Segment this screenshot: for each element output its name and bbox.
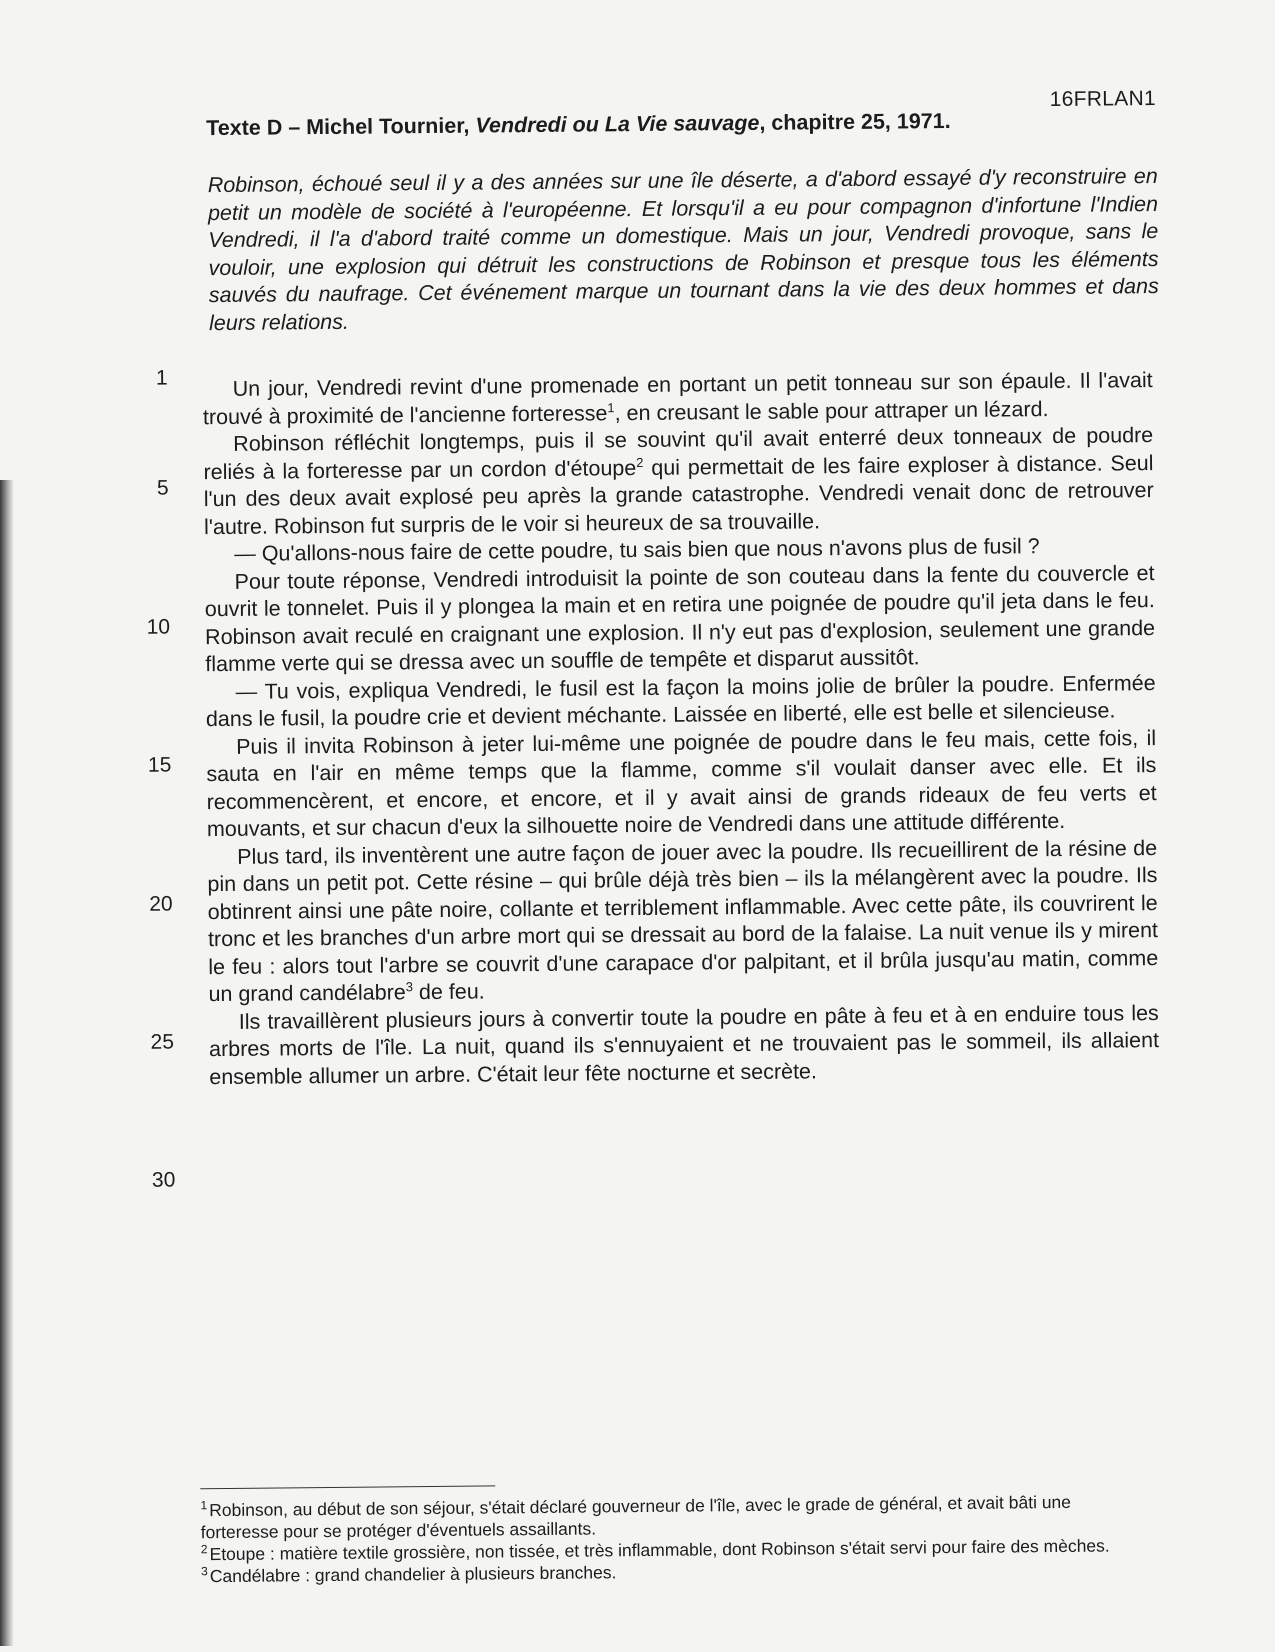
footnote-text: Robinson, au début de son séjour, s'était déclaré gouverneur de l'île, avec le grade de général, et avait bâti une forteresse pour se protéger d'éventuels assaillants.	[200, 1491, 1072, 1543]
paragraph-8: Ils travaillèrent plusieurs jours à convertir toute la poudre en pâte à feu et à en enduire tous les arbres morts de l'île. La nuit, quand ils s'ennuyaient et ne trouvaient pas le sommeil, ils allaient ensemble allumer un arbre. C'était leur fête nocturne et secrète.	[208, 1000, 1160, 1089]
footnote-text: Etoupe : matière textile grossière, non tissée, et très inflammable, dont Robinson s'était servi pour faire des mèches.	[209, 1535, 1110, 1565]
paragraph-7	[207, 835, 1159, 1009]
paragraph-3: — Qu'allons-nous faire de cette poudre, tu sais bien que nous n'avons plus de fusil ?	[234, 534, 1040, 566]
footnote-number: 1	[200, 1498, 208, 1513]
text-title	[206, 109, 951, 141]
line-number: 25	[150, 1030, 175, 1054]
title-suffix: , chapitre 25, 1971.	[759, 109, 951, 135]
line-number: 1	[155, 366, 168, 390]
footnote-text: Candélabre : grand chandelier à plusieurs branches.	[209, 1562, 617, 1587]
footnote-ref: 1	[607, 399, 615, 415]
title-work: Vendredi ou La Vie sauvage	[475, 110, 760, 138]
paragraph-text: Plus tard, ils inventèrent une autre façon de jouer avec la poudre. Ils recueillirent de la résine de pin dans un petit pot. Cette résine – qui brûle déjà très bien – ils la mélangèrent avec la poudre. Ils obtinrent ainsi une pâte noire, collante et terriblement inflammable. Avec cette pâte, ils couvrirent le tronc et les branches d'un arbre mort qui se dressait au bord de la falaise. La nuit venue ils y mirent le feu : alors tout l'arbre se couvrit d'une carapace d'or palpitant, et il brûla jusqu'au matin, comme un grand candélabre	[207, 835, 1159, 1007]
exam-reference-code: 16FRLAN1	[1049, 87, 1157, 112]
footnote-number: 2	[200, 1542, 208, 1557]
line-number: 10	[146, 615, 171, 639]
paragraph-5: — Tu vois, expliqua Vendredi, le fusil est la façon la moins jolie de brûler la poudre. Enfermée dans le fusil, la poudre crie et devient méchante. Laissée en liberté, elle est belle et silencieuse.	[205, 670, 1156, 732]
footnote-divider	[200, 1485, 495, 1489]
footnotes	[200, 1491, 1131, 1587]
paragraph-text: de feu.	[412, 979, 485, 1005]
paragraph-6: Puis il invita Robinson à jeter lui-même une poignée de poudre dans le feu mais, cette fois, il sauta en l'air en même temps que la flamme, comme s'il voulait danser avec elle. Et ils recommencèrent, et encore, et encore, et il y avait ainsi de grands rideaux de feu verts et mouvants, et sur chacun d'eux la silhouette noire de Vendredi dans une attitude différente.	[206, 725, 1157, 842]
introduction-paragraph: Robinson, échoué seul il y a des années sur une île déserte, a d'abord essayé d'y reconstruire en petit un modèle de société à l'européenne. Et lorsqu'il a eu pour compagnon d'infortune l'Indien Vendredi, il l'a d'abord traité comme un domestique. Mais un jour, Vendredi provoque, sans le vouloir, une explosion qui détruit les constructions de Robinson et presque tous les éléments sauvés du naufrage. Cet événement marque un tournant dans la vie des deux hommes et dans leurs relations.	[207, 164, 1159, 335]
line-number: 5	[156, 476, 169, 500]
paragraph-1	[203, 367, 1153, 431]
main-text	[203, 367, 1160, 1091]
paragraph-text: qui permettait de les faire exploser à distance. Seul l'un des deux avait explosé peu après la grande catastrophe. Vendredi venait donc de retrouver l'autre. Robinson fut surpris de le voir si heureux de sa trouvaille.	[203, 450, 1154, 539]
line-number: 30	[151, 1168, 176, 1192]
footnote-ref: 3	[405, 979, 414, 995]
paragraph-text: Un jour, Vendredi revint d'une promenade en portant un petit tonneau sur son épaule. Il l'avait trouvé à proximité de l'ancienne forteresse	[202, 368, 1153, 429]
line-number: 15	[147, 753, 172, 777]
footnote-ref: 2	[636, 454, 644, 470]
paragraph-4: Pour toute réponse, Vendredi introduisit la pointe de son couteau dans la fente du couvercle et ouvrit le tonnelet. Puis il y plongea la main et en retira une poignée de poudre qu'il jeta dans le feu. Robinson avait reculé en craignant une explosion. Il n'y eut pas d'explosion, seulement une grande flamme verte qui se dressa avec un souffle de tempête et disparut aussitôt.	[204, 560, 1156, 677]
paragraph-text: , en creusant le sable pour attraper un lézard.	[614, 396, 1049, 425]
title-prefix: Texte D – Michel Tournier,	[206, 113, 476, 141]
paragraph-text: Robinson réfléchit longtemps, puis il se souvint qu'il avait enterré deux tonneaux de poudre reliés à la forteresse par un cordon d'étoupe	[203, 423, 1154, 484]
footnote-number: 3	[200, 1564, 208, 1579]
paragraph-2	[203, 422, 1154, 541]
line-number: 20	[149, 892, 173, 916]
